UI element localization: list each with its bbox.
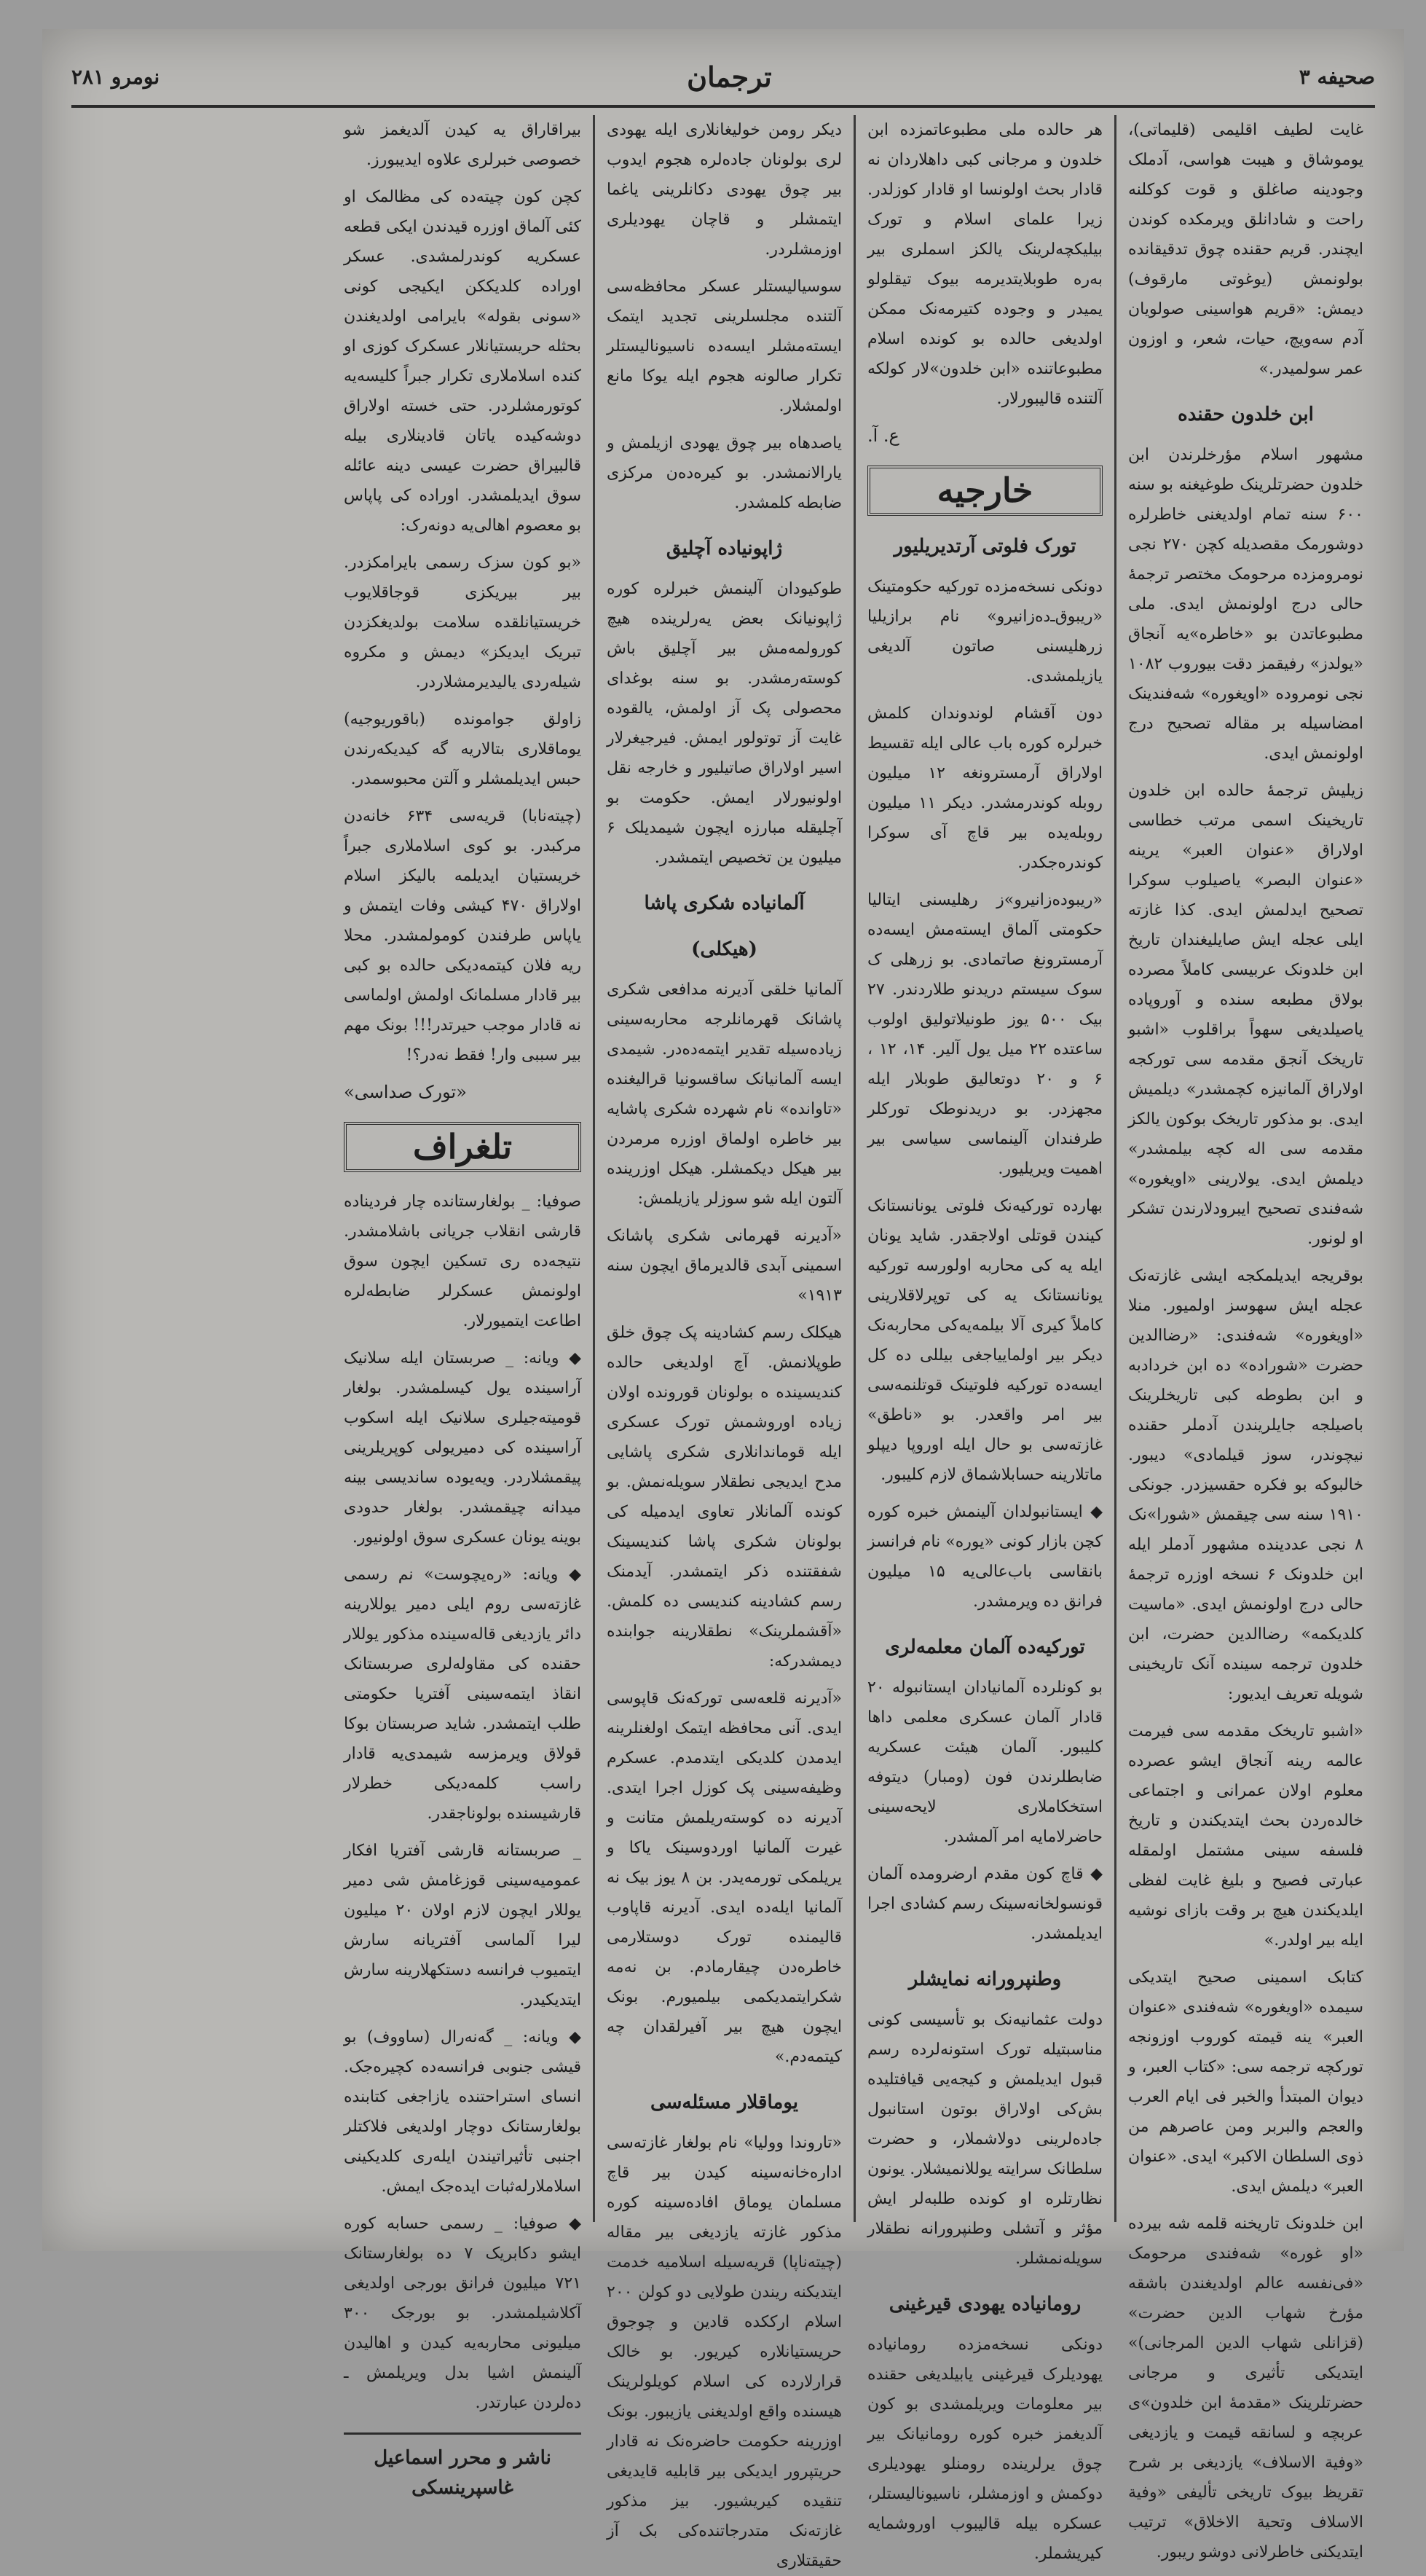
page-number: صحیفه ۳ bbox=[1299, 64, 1375, 89]
paragraph: «ریبو‌ده‌زانیرو»ز رهلیسنی ایتالیا حکومتی آلماق ایسته‌مش ایسه‌ده آرمسترونغ صاتمادی. بو زرهلی ک سوک سیستم دریدنو طلاردندر. ۲۷ بیک ۵۰۰ یوز طونیلاتولیق اولوب ساعتده ۲۲ میل یول آلیر. ۱۴، ۱۲ ، ۶ و ۲۰ دوتعالیق طوبلار ایله مجهزدر. بو دریدنوطک تورکلر طرفندان آلینماسی سیاسی بیر اهمیت ویریلیور. bbox=[867, 891, 1103, 1178]
paragraph: سوسیالیستلر عسکر محافظه‌سی آلتنده مجلسلرینی تجدید ایتمک ایسته‌مشلر ایسه‌ده ناسیونالیستلر تکرار صالونه هجوم ایله یوکا مانع اولمشلار. bbox=[607, 278, 842, 415]
paragraph: ◆ ویانه: «رەیچوست» نم رسمی غازته‌سی روم ایلی دمیر یوللارینه دائر یازدیغی قاله‌سینده مذکور یوللار حقنده کی مقاوله‌لری صربستانک انقاذ ایتمه‌سینی آفتریا حکومتی طلب ایتمشدر. شاید صربستان بوکا قولاق ویرمزسه شیمدی‌یه قادار راسب کلمه‌دیکی خطرلار قارشیسنده بولوناجقدر. bbox=[344, 1566, 581, 1823]
column-1 bbox=[1114, 115, 1375, 2561]
paragraph: کچن کون چیته‌ده کی مظالمک او کئی آلماق اوزره قیدندن ایکی قطعه عسکریه کوندرلمشدی. عسکر اوراده کلدیککن ایکیجی کونی «سونی بقوله» بایرامی اولدیغندن بحثله حریستیانلار عسکرک کوزی او کنده اسلاملاری تکرار جبراً کلیسه‌یه کوتورمشلردر. حتی خسته اولاراق دوشه‌کیده یاتان قادینلاری بیله قالبیراق حضرت عیسی دینه عائله سوق ایدیلمشدر. اوراده کی پاپاس بو معصوم اهالی‌یه دونه‌رک: bbox=[344, 188, 581, 535]
issue-number: نومرو ۲۸۱ bbox=[71, 64, 160, 89]
masthead-rule bbox=[71, 105, 1375, 108]
paragraph: بهارده تورکیه‌نک فلوتی یونانستانک کیندن قوتلی اولاجقدر. شاید یونان ایله یه کی محاربه اولورسه تورکیه یونانستانک یه کی توپرلاقلارینی کاملاً کیری آلا بیلمه‌یه‌کی محاربه‌نک دیکر بیر اولماییاجغی بیللی ده کل ایسه‌ده تورکیه فلوتینک قوتلنمه‌سی بیر امر واقعدر. بو «ناطق» غازته‌سی بو حال ایله اوروپا دیپلو ماتلارینه حسابلاشماق لازم کلیبور. bbox=[867, 1197, 1103, 1484]
article-heading: وطنپرورانه نمایشلر bbox=[908, 1968, 1062, 1990]
paragraph: زاولق جوامونده (باقوریوجیه) یوماقلاری بتالاریه گه کیدیکه‌رندن حبس ایدیلمشلر و آلتن محبوسمدر. bbox=[344, 710, 581, 788]
paragraph: ◆ صوفیا: _ رسمی حسابه کوره ایشو دکابریک ۷ ده بولغارستانک ۷۲۱ میلیون فرانق بورجی اولدیغی آکلاشیلمشدر. بو بورجک ۳۰۰ میلیونی محاربه‌یه کیدن و اهالیدن آلینمش اشیا بدل ویریلمش ـ دەلردن عبارتدر. bbox=[344, 2215, 581, 2412]
paragraph: دولت عثمانیه‌نک بو تأسیسی کونی مناسبتیله تورک استونه‌لرده رسم قبول ایدیلمش و کیجه‌یی قیافتلیده بش‌کی اولاراق بوتون استانبول جاده‌لرینی دولاشملار، و حضرت سلطانک سرایته یوللانمیشلار. یونون نظارتلره او کونده طلبه‌لر ایش مؤثر و آتشلی وطنپرورانه نطقلار سویلەنمشلر. bbox=[867, 2011, 1103, 2268]
paragraph: یاصدهاه بیر چوق یهودی ازیلمش و یارالانمشدر. بو کیره‌ده‌ن مرکزی ضابطه کلمشدر. bbox=[607, 434, 842, 512]
paragraph: ◆ قاچ کون مقدم ارضرومده آلمان قونسولخانه‌سینک رسم کشادی اجرا ایدیلمشدر. bbox=[867, 1865, 1103, 1943]
column-3 bbox=[593, 115, 854, 2570]
masthead bbox=[71, 51, 1375, 102]
paragraph: بو کونلرده آلمانیادان ایستانبوله ۲۰ قادار آلمان عسکری معلمی داها کلیبور. آلمان هیئت عسکریه ضابطلرندن فون (ومبار) دیتوفه استخکاملاری لایحه‌سینی حاضرلامایه امر آلمشدر. bbox=[867, 1678, 1103, 1846]
article-heading: تورکیه‌ده آلمان معلمەلری bbox=[885, 1636, 1085, 1658]
section-heading: خارجیه bbox=[867, 466, 1103, 516]
newspaper-page bbox=[42, 29, 1404, 2570]
paragraph: طوکیودان آلینمش خبرلره کوره ژاپونیانک بعض یەرلرینده هیچ کورولمه‌مش بیر آچلیق باش کوسته‌رمشدر. بو سنه بوغدای محصولی پک آز اولمش، یالقوده غایت آز توتولور ایمش. فیرجیغرلار اسیر اولاراق صاتیلیور و خارجه نقل اولونیورلار ایمش. حکومت بو آچلیقله مبارزه ایچون شیمدیلک ۶ میلیون ین تخصیص ایتمشدر. bbox=[607, 580, 842, 867]
paragraph: ◆ ویانه: _ صربستان ایله سلانیک آراسینده یول کیسلمشدر. بولغار قومیته‌جیلری سلانیک ایله اسکوب آراسینده کی دمیریولی کوپریلرینی پیقمشلاردر. ویه‌یوده ساندیسی بینه میدانه چیقمشدر. بولغار حدودی بوینه یونان عسکری سوق اولونیور. bbox=[344, 1349, 581, 1547]
paragraph: _ صربستانه قارشی آفتریا افکار عمومیه‌سینی قوزغامش شی دمیر یوللار ایچون لازم اولان ۲۰ میلیون لیرا آلماسی آفتریانه سارش ایتمیوب فرانسه دستکهلارینه سارش ایتدیکیدر. bbox=[344, 1842, 582, 2009]
paragraph: غایت لطیف اقلیمی (قلیماتی)، یوموشاق و هیبت هواسی، آدملک وجودینه صاغلق و قوت کوکلنه راحت و شادانلق ویرمکده کوندن ایچندر. قریم حقنده چوق تدقیقانده بولونمش (یوغوتی مارقوف) دیمش: «قریم هواسینی صولویان آدم سەویچ، حیات، شعر، و اوزون عمر سولمیدر.» bbox=[1128, 121, 1363, 378]
paragraph: ◆ ویانه: _ گه‌نه‌رال (ساووف) بو قیشی جنوبی فرانسه‌ده کچیره‌جک. انسای استراحتنده یازاجغی کتابنده بولغارستانک دوچار اولدیغی فلاکتلر اجنبی تأثیراتیندن ایله‌ری کلدیکینی اسلاملارله‌ثبات ایده‌جک ایمش. bbox=[344, 2028, 581, 2196]
publisher-footer: ناشر و محرر اسماعیل غاسپرینسکی bbox=[344, 2432, 581, 2503]
paragraph: بوقریجه ایدیلمکجه ایشی غازته‌نک عجله ایش سهوسز اولمیور. منلا «اویغوره» شەفندی: «رضاالدین حضرت «شوراده» ده ابن خردادبه و ابن بطوطه کبی تاریخلرینک باصیلجه جایلریندن آدملر حقنده نیچوندر، سوز قیلمادی» دیبور. خالبوکه بو فکره حقسیزدر. جونکی ۱۹۱۰ سنه سی چیقمش «شورا»نک ۸ نجی عددینده مشهور آدملر ایله ابن خلدونک ۶ نسخه اوزره ترجمۀ حالی درج اولونمش ایدی. «ماسیت کلدیکمه» رضاالدین حضرت، ابن خلدون ترجمه سینده آنک تاریخینی شویله تعریف ایدیور: bbox=[1128, 1267, 1363, 1703]
paragraph: ابن خلدونک تاریخنه قلمه شه بیرده «او غوره» شەفندی مرحومک «فی‌نفسه عالم اولدیغندن باشقه مؤرخ شهاب الدین حضرت» (قزانلی شهاب الدین المرجانی)» ایتدیکی تأثیری و مرجانی حضرتلرینک «مقدمۀ ابن خلدون»ی عربچه و لسانقه قیمت و یازدیغی «وفیة الاسلاف» یازدیغی بر شرح تقریظ بیوک تاریخی تألیفی «وفیة الاسلاف وتحیة الاخلاق» ترتیب ایتدیکنی خاطرلانی دوشو ریبور. bbox=[1128, 2215, 1363, 2561]
article-heading: آلمانیاده شکری پاشا bbox=[644, 892, 805, 914]
paragraph: «آدیرنه قهرمانی شکری پاشانک اسمینی آبدی قالدیرماق ایچون سنه ۱۹۱۳» bbox=[607, 1227, 842, 1305]
paragraph: دون آقشام لوندوندان کلمش خبرلره کوره باب عالی ایله تقسیط اولاراق آرمسترونغه ۱۲ میلیون روبله کوندرمشدر. دیکر ۱۱ میلیون روبله‌یده بیر قاچ آی سوکرا کوندرەجکدر. bbox=[867, 704, 1103, 872]
paragraph: مشهور اسلام مؤرخلرندن ابن خلدون حضرتلرینک طوغیغنه بو سنه ۶۰۰ سنه تمام اولدیغنی خاطرلره دوشورمک مقصدیله کچن ۲۷۰ نجی نومرومزده مرحومک مختصر ترجمۀ حالی درج اولونمش ایدی. ملی مطبوعاتدن بو «خاطره»یه آنجاق «یولدز» رفیقمز دقت بیوروب ۱۰۸۲ نجی نومروده «اویغوره» شەفندینک امضاسیله بر مقاله تصحیح درج اولونمش ایدی. bbox=[1128, 446, 1363, 763]
article-heading: رومانیاده یهودی قیرغینی bbox=[889, 2293, 1082, 2315]
paragraph: (چیته‌نابا) قریه‌سی ۶۳۴ خانه‌دن مرکبدر. بو کوی اسلاملاری جبراً خریستیان ایدیلمه بالیکز اسلام اولاراق ۴۷۰ کیشی وفات ایتمش و یاپاس طرفندن کومولمشدر. محلا ریه فلان کیتمه‌دیکی حالده بو کبی بیر قادار مسلمانک اولمش اولماسی نه قادار موجب حیرتدر!!! بونک مهم بیر سببی وار! فقط نه‌در؟! bbox=[344, 807, 581, 1064]
columns bbox=[71, 115, 1375, 2570]
paragraph: زیلیش ترجمۀ حالده ابن خلدون تاریخینک اسمی مرتب خطاسی اولاراق «عنوان العبر» یرینه «عنوان البصر» یاصیلوب سوکرا تصحیح ایدلمش ایدی. کذا غازته ایلی عجله ایش صایلیغندان تاریخ ابن خلدونک عربیسی کاملاً مصرده بولاق مطبعه سنده و آوروپاده یاصیلدیغی سهواً براقلوب «اشبو تاریخک آنجق مقدمه سی تورکجه اولاراق آلمانیزه کچمشدر» دیلمیش ایدی. بو مذکور تاریخک بوکون یالکز مقدمه سی اله کچه بیلمشدر» دیلمش ایدی. یولارینی «اویغوره» شەفندی تصحیح ایبرودلارندن تشکر او لونور. bbox=[1128, 782, 1363, 1248]
article-heading: یوماقلار مسئلەسی bbox=[650, 2092, 799, 2113]
article-heading: تورک فلوتی آرتدیریلیور bbox=[894, 535, 1076, 557]
section-heading: تلغراف bbox=[344, 1122, 581, 1172]
article-signature: ع. آ. bbox=[867, 425, 899, 446]
paragraph: صوفیا: _ بولغارستانده چار فردیناده قارشی انقلاب جریانی باشلامشدر. نتیجه‌ده ری تسکین ایچون سوق اولونمش عسکرلر ضابطه‌لره اطاعت ایتمیورلار. bbox=[344, 1193, 581, 1330]
paragraph: بیراقاراق یه کیدن آلدیغمز شو خصوصی خبرلری علاوه ایدیبورز. bbox=[344, 121, 581, 169]
paragraph: «اشبو تاریخک مقدمه سی فیرمت عالمه رینه آنجاق ایشو عصرده معلوم اولان عمرانی و اجتماعی خالده‌ردن بحث ایتدیکندن و تاریخ فلسفه سینی مشتمل اولمقله عبارتی فصیح و بلیغ غایت لفظی ایلدیکندن هیچ بر وقت بازای نوشیه ایله بیر اولدر.» bbox=[1128, 1722, 1363, 1949]
article-heading: ابن خلدون حقنده bbox=[1178, 404, 1314, 425]
paragraph: «آدیرنه قلعه‌سی تورکه‌نک قاپوسی ایدی. آنی محافظه ایتمک اولغنلرینه ایدمدن کلدیکی ایتدمدم. عسکرم وظیفه‌سینی پک کوزل اجرا ایتدی. آدیرنه ده کوسته‌ریلمش متانت و غیرت آلمانیا اوردوسینک یاکا و یریلمکی تورمەیدر. بن ۸ یوز بیک نه آلمانیا ایله‌ده ایدی. آدیرنه قاپاوب قالیمنده تورک دوستلارمی خاطرەدن چیقارمادم. بن نه‌مه شکرایتمدیکمی بیلمیورم. بونک ایچون هیچ بیر آفیرلقدان چه کیتمەدم.» bbox=[607, 1689, 842, 2066]
paragraph: دونکی نسخه‌مزده رومانیاده یهودیلرک قیرغینی یابیلدیغی حقنده بیر معلومات ویریلمشدی بو کون آلدیغمز خبره کوره رومانیانک بیر چوق یرلرینده رومنلو یهودیلری دوکمش و اوزمشلر، ناسیونالیستلر، عسکره بیله قالیبوب اوروشمایه کیریشملر. bbox=[867, 2336, 1103, 2563]
article-signature: «تورک صداسی» bbox=[344, 1082, 467, 1102]
column-2 bbox=[854, 115, 1114, 2563]
article-heading: ژاپونیاده آچلیق bbox=[666, 538, 783, 559]
paragraph: دیکر رومن خولیغانلاری ایله یهودی لری بولونان جادەلره هجوم ایدوب بیر چوق یهودی دکانلرینی یاغما ایتمشلر و قاچان یهودیلری اوزمشلردر. bbox=[607, 121, 842, 259]
article-subheading: (هیکلی) bbox=[691, 938, 757, 960]
paragraph: هیکلک رسم کشادینه پک چوق خلق طوپلانمش. آچ اولدیغی حالده کندیسینده ه بولونان قورونده اولان زیاده اوروشمش تورک عسکری ایله قوماندانلاری شکری پاشایی مدح ایدیجی نطقلار سویلەنمش. بو کونده آلمانلار تعاوی ایدمیله کی بولونان شکری پاشا کندیسینک شفقتنده ذکر ایتمشدر. آیدمنک رسم کشادینه کندیسی ده کلمش. «آقشملرینک» نطقلارینه جوابنده دیمشدرکه: bbox=[607, 1324, 842, 1670]
paragraph: هر حالده ملی مطبوعاتمزده ابن خلدون و مرجانی کبی داهلاردان نه قادار بحث اولونسا او قادار کوزلدر. زیرا علمای اسلام و تورک بیلیکچه‌لرینک یالکز اسملری بیر بەره طوبلایتدیرمه بیوک تیقلولو یمیدر و وجوده کتیرمه‌نک ممکن اولدیغی حالده بو کونده اسلام مطبوعاتنده «ابن خلدون»لار کولکه آلتنده قالیبورلار. bbox=[867, 121, 1103, 408]
paragraph: آلمانیا خلقی آدیرنه مدافعی شکری پاشانک قهرمانلرجه محاربه‌سینی زیاده‌سیله تقدیر ایتمەده‌در. شیمدی ایسه آلمانیانک ساقسونیا قرالیغنده «تاوانده» نام شهرده شکری پاشایه بیر خاطره اولماق اوزره مرمردن بیر هیکل دیکمشلر. هیکل اوزرینده آلتون ایله شو سوزلر یازیلمش: bbox=[607, 981, 842, 1208]
paragraph: «بو کون سزک رسمی بایرامکزدر. بیر بیریکزی قوجاقلایوب خریستیانلقده سلامت بولدیغکزدن تبریک ایدیکز» دیمش و مکروه شیلەردی یالیدیرمشلاردر. bbox=[344, 554, 581, 691]
paragraph: دونکی نسخه‌مزده تورکیه حکومتینک «ریبوق‌ـ‌دەزانیرو» نام برازیلیا زرهلیسنی صاتون آلدیغی یازیلمشدی. bbox=[867, 578, 1103, 686]
paragraph: «تاروندا وولیا» نام بولغار غازته‌سی اداره‌خانه‌سینه کیدن بیر قاچ مسلمان یوماق افاده‌سینه کوره مذکور غازته یازدیغی بیر مقاله (چیته‌ناپا) قریه‌سیله اسلامیه خدمت ایتدیکنه ریندن طولایی دو کولن ۲۰۰ اسلام ارککده قادین و چوجوق حریستیانلاره کیریور. بو خالک قرارلارده کی اسلام کویلولرینک هیسنده واقع اولدیغنی یازیبور. بونک اوزرینه حکومت حاضرەنک نه قادار حریتپرور ایدیکی بیر قابلیه قایدیغی تنقیده کیریشیور. بیز مذکور غازته‌نک متدرجاتنده‌کی بک آز حقیقتلاری bbox=[607, 2134, 842, 2570]
newspaper-title: ترجمان bbox=[687, 60, 772, 93]
paragraph: کتابک اسمینی صحیح ایتدیکی سیمده «اویغوره» شەفندی «عنوان العبر» ینه قیمته کوروب اوزونجه تورکچه ترجمه سی: «کتاب العبر، و دیوان المبتدأ والخبر فی ایام العرب والعجم والبربر ومن عاصرهم من ذوی السلطان الاکبر» ایدی. «عنوان العبر» دیلمش ایدی. bbox=[1128, 1968, 1363, 2196]
column-4 bbox=[332, 115, 593, 2499]
paragraph: ◆ ایستانبولدان آلینمش خبره کوره کچن بازار کونی «یوره» نام فرانسز بانقاسی باب‌عالی‌یه ۱۵ میلیون فرانق ده ویرمشدر. bbox=[867, 1503, 1103, 1611]
